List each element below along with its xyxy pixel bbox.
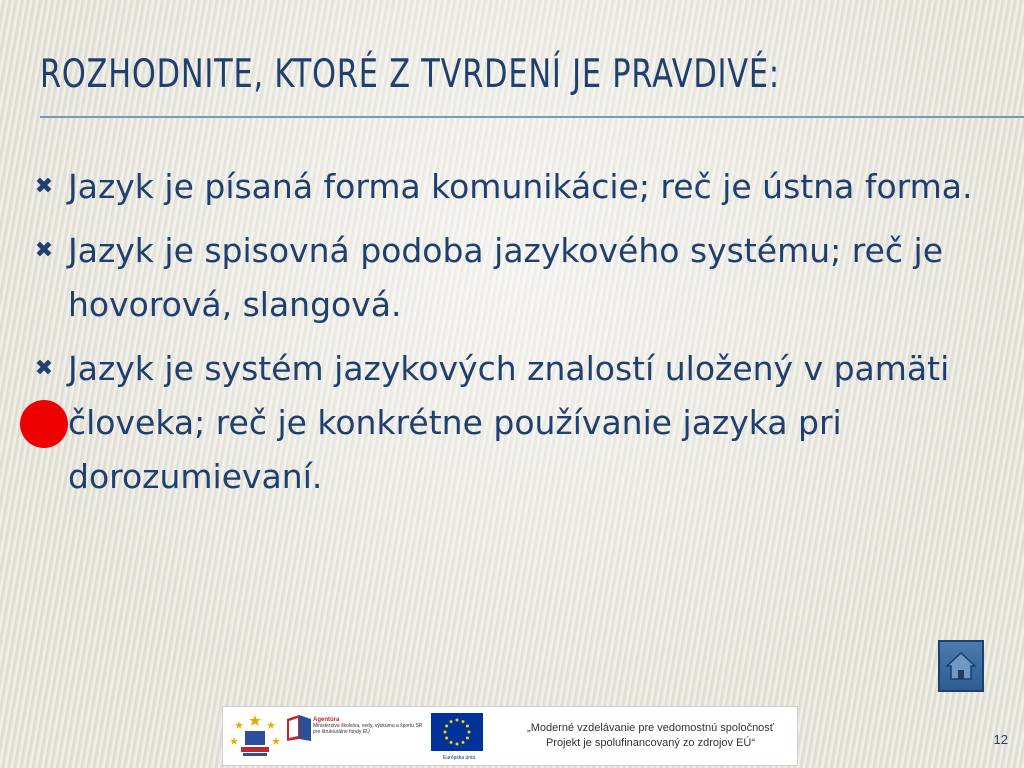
red-marker-dot [20, 400, 68, 448]
agency-line-1: Ministerstva školstva, vedy, výskumu a športu SR [313, 723, 423, 729]
bullet-list [32, 160, 992, 514]
bullet-item-3 [32, 342, 992, 504]
program-stars-logo [229, 713, 281, 761]
bullet-x-icon: ✖ [34, 174, 54, 199]
agency-book-logo [285, 713, 313, 743]
bullet-text-2: Jazyk je spisovná podoba jazykového systému; reč je hovorová, slangová. [68, 231, 944, 324]
bullet-text-1: Jazyk je písaná forma komunikácie; reč je ústna forma. [68, 167, 973, 206]
eu-label: Európska únia [443, 755, 475, 761]
agency-line-2: pre štrukturálne fondy EÚ [313, 729, 370, 735]
bullet-item-2 [32, 224, 992, 332]
footer-quote-line-1: „Moderné vzdelávanie pre vedomostnú spoločnosť [527, 722, 774, 734]
eu-flag-logo [431, 713, 483, 751]
bullet-x-icon: ✖ [34, 238, 54, 263]
home-icon [944, 649, 978, 683]
home-button[interactable] [938, 640, 984, 692]
bullet-x-icon: ✖ [34, 356, 54, 381]
footer-banner [222, 706, 798, 766]
agency-text [313, 717, 433, 735]
footer-quote-line-2: Projekt je spolufinancovaný zo zdrojov EÚ“ [545, 737, 756, 749]
bullet-item-1 [32, 160, 992, 214]
slide-title: ROZHODNITE, KTORÉ Z TVRDENÍ JE PRAVDIVÉ: [40, 52, 780, 97]
page-number: 12 [993, 732, 1008, 747]
bullet-text-3: Jazyk je systém jazykových znalostí uložený v pamäti človeka; reč je konkrétne používanie jazyka pri dorozumievaní. [68, 349, 950, 496]
agency-title: Agentúra [313, 717, 340, 723]
footer-quote [508, 721, 793, 751]
title-divider [40, 116, 1024, 118]
